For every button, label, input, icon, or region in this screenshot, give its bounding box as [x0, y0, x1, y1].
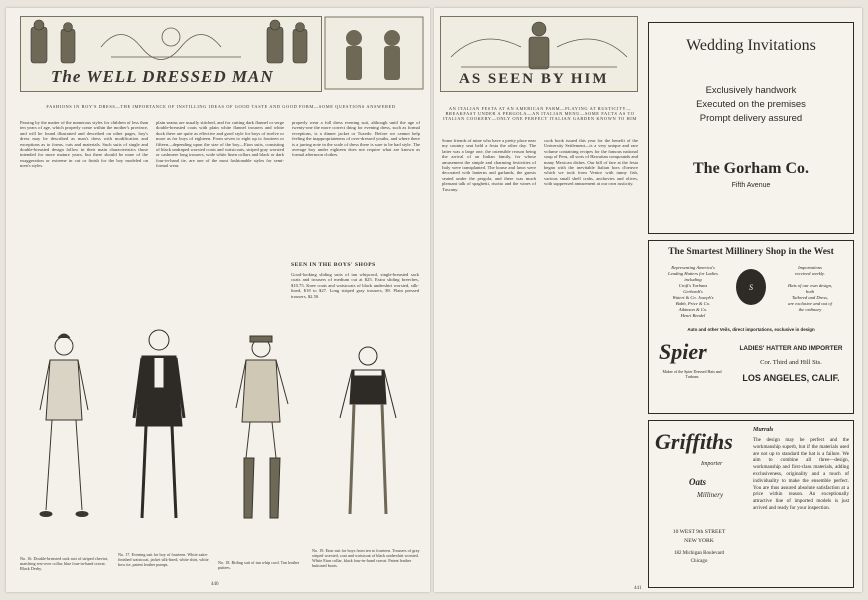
- masthead-illustration-right: [441, 17, 637, 73]
- spier-brand-sub: Maker of the Spier Dressed Hats and Turbans: [662, 369, 722, 379]
- right-text-col-a: Some friends of mine who have a pretty place near my country seat held a festa the other day. The latter was a large one, the ostensible reason being the arrival of an Italian family, for whose amusement the simple and charming festivities of Italy were transplanted. The house and lawn were decorated with lanterns and garlands, the guests seated under the pergola, and there was much pleasant talk of spaghetti, risotto and the wines of Tuscany.: [442, 138, 536, 192]
- spier-left-line: Henri Bendel: [680, 313, 706, 318]
- spier-left-line: Atkinson & Co.: [678, 307, 708, 312]
- spier-left-line: Leading Hatters for Ladies: [668, 271, 718, 276]
- figure-boy-eton-suit: [318, 338, 418, 548]
- spier-city: LOS ANGELES, CALIF.: [742, 373, 840, 383]
- caption-19: No. 19. Eton suit for boys from ten to fourteen. Trousers of gray striped worsted, coat and waistcoat of black undershirt worsted. White Eton collar, black four-in-hand cravat. Patent leather buttoned boots.: [312, 548, 420, 568]
- section-heading: SEEN IN THE BOYS' SHOPS: [291, 262, 376, 268]
- spier-street: Cor. Third and Hill Sts.: [760, 359, 822, 366]
- wedding-ad-line-2: Executed on the premises: [696, 99, 806, 110]
- caption-17: No. 17. Evening suit for boy of fourteen. White satin-finished waistcoat, jacket silk-lined, white shirt, white bow tie, patent leather pumps.: [118, 552, 209, 567]
- right-page: [434, 8, 862, 592]
- griffiths-name: Griffiths: [655, 429, 733, 454]
- spier-left-line: Croft's Turbans: [678, 283, 708, 288]
- caption-18: No. 18. Riding suit of tan whip cord. Tan leather puttees.: [218, 560, 300, 570]
- left-text-col3: properly wear a full dress evening suit, although until the age of twenty-one the more correct thing for evening dress, such as formal receptions, is a dinner jacket or Tuxedo. Before we cannot help feeling the inappropriateness of over-dressed youths, and where there is a jarring note in the scale of dress there is sure to be bad style. The average boy under eighteen does not require what are known as formal afternoon clothes.: [292, 120, 420, 158]
- ad-wedding-invitations: [648, 22, 854, 234]
- spier-right-line: Tailored and Dress,: [791, 295, 829, 300]
- left-text-col1: Passing by the matter of the numerous styles for children of less than ten years of age, which properly come within the mother's province, and will be found illustrated and described on other pages, boy's dress may be described as man's dress with modification and exceptions as to forms, cuts and materials. Such suits of single and double-breasted design follow in their main characteristics those intended for more mature years, but there should be none of the exaggeration or extreme in cut or finish for the boy modeled on men's styles.: [20, 120, 148, 169]
- spier-right-line: both: [805, 289, 815, 294]
- spier-right-line: the ordinary: [798, 307, 822, 312]
- spier-kind: LADIES' HATTER AND IMPORTER: [739, 345, 843, 352]
- right-columns: [442, 138, 638, 578]
- spier-brand: Spier: [659, 339, 707, 364]
- masthead-box-right: [440, 16, 638, 92]
- left-columns: [20, 120, 420, 260]
- spier-left-line: Gerhardt's: [683, 289, 703, 294]
- left-subtitle: FASHIONS IN BOY'S DRESS—THE IMPORTANCE OF INSTILLING IDEAS OF GOOD TASTE AND GOOD FORM—SOME QUESTIONS ANSWERED: [46, 104, 396, 109]
- spier-emblem: [734, 267, 768, 307]
- figure-boy-riding-suit: [216, 330, 306, 540]
- masthead-box: [20, 16, 322, 92]
- spier-extra: Auto and other Veils, direct importations, exclusive in design: [687, 327, 815, 332]
- griffiths-role2: Millinery: [697, 491, 724, 499]
- spier-left-line: Representing America's: [671, 265, 715, 270]
- right-text-col-b: cook book issued this year for the benefit of the University Settlement—is a very unique and rare volume containing recipes for the famous national soup of Peru, all sorts of Hawaiian compounds and many Mexican dishes. Our bill of fare at the festa began with the inevitable Italian hors d'oeuvre which we took from Venice with tunny fish, various small shell crabs, anchovies and olives, with suppressed amusement at our own rusticity.: [544, 138, 638, 187]
- spier-left-line: including: [684, 277, 702, 282]
- caption-16: No. 16. Double-breasted sack suit of striped cheviot, matching rest-over collar, blue four-in-hand cravat. Black Derby.: [20, 556, 109, 571]
- griffiths-word: Oats: [689, 477, 707, 487]
- griffiths-address-3: 182 Michigan Boulevard: [674, 551, 724, 556]
- spier-headline: The Smartest Millinery Shop in the West: [668, 247, 834, 257]
- section-text: Good-looking sliding suits of tan whipcord, single-breasted sack coats and trousers of medium cut at $25. Extra sliding breeches, $10.75. Knee coats and waistcoats of black undershirt worsted, silk-lined, $18 to $27. Long striped gray trousers, $9. Plain pressed trousers, $2.50.: [291, 272, 419, 299]
- ad-griffiths: [648, 420, 854, 588]
- spier-right-line: Importations: [798, 265, 822, 270]
- wedding-ad-company: The Gorham Co.: [693, 160, 809, 177]
- wedding-ad-title: Wedding Invitations: [686, 37, 816, 54]
- figure-boy-sack-suit: [24, 328, 104, 538]
- spier-right-line: are exclusive and out of: [788, 301, 832, 306]
- griffiths-text: The design may be perfect and the workmanship superb, but if the materials used are not up to standard the hat is a failure. We aim to combine all three—design, workmanship and first-class materials, adding exclusiveness, originality and a touch of individuality to make the ensemble perfect. You are thus assured absolute satisfaction at a price within reason. An exceptionally attractive line of imported models is just arrived and ready for your inspection.: [753, 437, 849, 511]
- page-number-left: 440: [211, 582, 219, 587]
- griffiths-address-2: NEW YORK: [684, 538, 714, 544]
- wedding-ad-address: Fifth Avenue: [731, 182, 771, 189]
- svg-text:S: S: [749, 283, 753, 292]
- spier-right-list: [771, 265, 849, 313]
- masthead-illustration: [21, 17, 321, 67]
- masthead-title-right: AS SEEN BY HIM: [459, 71, 609, 87]
- figure-boy-evening-suit: [114, 318, 204, 538]
- griffiths-heading: Murrals: [753, 427, 774, 433]
- spier-left-list: [655, 265, 731, 319]
- page-number-right: 441: [634, 586, 642, 591]
- left-page: [6, 8, 430, 592]
- spier-right-line: received weekly.: [795, 271, 825, 276]
- ad-spier-millinery: [648, 240, 854, 414]
- right-subtitle: AN ITALIAN FESTA AT AN AMERICAN FARM—PLAYING AT RUSTICITY—BREAKFAST UNDER A PERGOLA—AN ITALIAN MENU—SOME FACTS AS TO ITALIAN COOKERY—ONLY ONE PERFECT ITALIAN GARDEN KNOWN TO HIM: [443, 106, 637, 121]
- spier-left-line: Babb, Price & Co.: [675, 301, 711, 306]
- masthead-title: The WELL DRESSED MAN: [51, 67, 274, 86]
- spier-right-line: Hats of our own design,: [787, 283, 833, 288]
- griffiths-address-4: Chicago: [690, 559, 708, 564]
- griffiths-address-1: 10 WEST 9th STREET: [672, 529, 726, 535]
- header-side-ornament: [324, 16, 424, 90]
- spier-left-line: Watert & Co. Joseph's: [672, 295, 714, 300]
- griffiths-role1: Importer: [701, 461, 723, 467]
- wedding-ad-line-3: Prompt delivery assured: [699, 113, 803, 124]
- left-text-col2: plain seams are usually stitched, and for cutting dark flannel or serge double-breasted coats with plain white flannel trousers and white duck there are quite as effective and good style for boys of twelve or more as for boys of eighteen. From seven to eight up to fourteen or fifteen—depending upon the size of the boy—Eton suits, consisting of black undraped worsted coats and waistcoats, striped gray worsted or cashmere long trousers, wide white linen collars and black or dark four-in-hand tie, are one of the most fashionable styles for semi-formal wear.: [156, 120, 284, 169]
- wedding-ad-line-1: Exclusively handwork: [705, 85, 797, 96]
